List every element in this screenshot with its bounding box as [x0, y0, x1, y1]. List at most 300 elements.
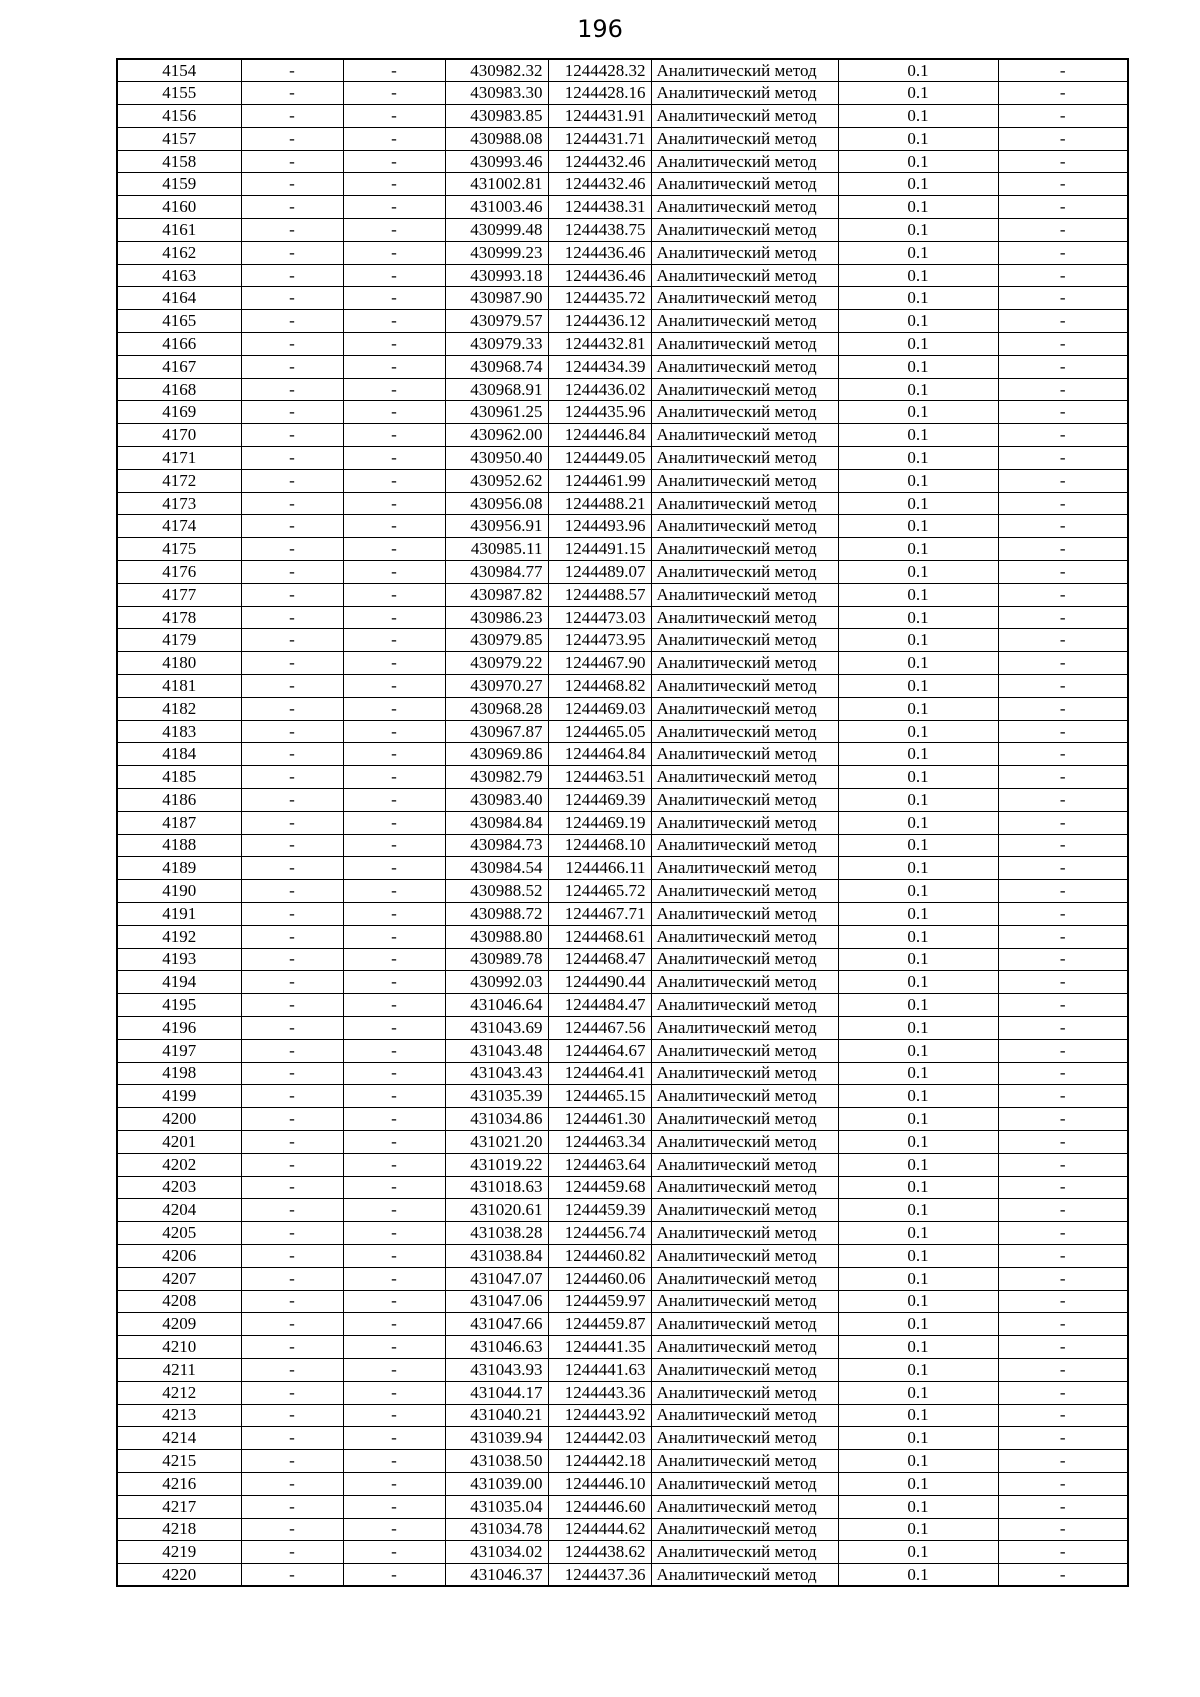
table-row: [117, 241, 1128, 264]
cell-point-number: 4213: [117, 1404, 241, 1427]
cell-prev-x: -: [241, 925, 343, 948]
cell-point-number: 4198: [117, 1062, 241, 1085]
cell-note: -: [998, 857, 1128, 880]
cell-prev-y: -: [343, 1176, 445, 1199]
cell-y-coordinate: 1244493.96: [548, 515, 651, 538]
cell-y-coordinate: 1244449.05: [548, 447, 651, 470]
table-row: [117, 310, 1128, 333]
cell-note: -: [998, 150, 1128, 173]
cell-x-coordinate: 430988.08: [445, 127, 548, 150]
cell-prev-x: -: [241, 1450, 343, 1473]
cell-point-number: 4157: [117, 127, 241, 150]
cell-method: Аналитический метод: [651, 789, 838, 812]
cell-x-coordinate: 430985.11: [445, 538, 548, 561]
cell-y-coordinate: 1244444.62: [548, 1518, 651, 1541]
cell-prev-y: -: [343, 1244, 445, 1267]
table-row: [117, 447, 1128, 470]
cell-x-coordinate: 431046.37: [445, 1564, 548, 1587]
cell-prev-y: -: [343, 173, 445, 196]
table-row: [117, 1153, 1128, 1176]
cell-method: Аналитический метод: [651, 652, 838, 675]
cell-note: -: [998, 606, 1128, 629]
cell-accuracy: 0.1: [838, 789, 998, 812]
cell-accuracy: 0.1: [838, 1358, 998, 1381]
cell-method: Аналитический метод: [651, 743, 838, 766]
table-row: [117, 834, 1128, 857]
cell-note: -: [998, 834, 1128, 857]
table-row: [117, 1404, 1128, 1427]
cell-prev-y: -: [343, 925, 445, 948]
cell-prev-y: -: [343, 264, 445, 287]
cell-note: -: [998, 59, 1128, 82]
cell-prev-y: -: [343, 606, 445, 629]
cell-x-coordinate: 430984.73: [445, 834, 548, 857]
cell-accuracy: 0.1: [838, 1153, 998, 1176]
cell-prev-x: -: [241, 105, 343, 128]
cell-prev-y: -: [343, 355, 445, 378]
cell-prev-y: -: [343, 1222, 445, 1245]
cell-y-coordinate: 1244468.47: [548, 948, 651, 971]
cell-note: -: [998, 492, 1128, 515]
cell-accuracy: 0.1: [838, 1427, 998, 1450]
cell-x-coordinate: 430988.80: [445, 925, 548, 948]
cell-y-coordinate: 1244459.97: [548, 1290, 651, 1313]
cell-point-number: 4205: [117, 1222, 241, 1245]
cell-x-coordinate: 431038.50: [445, 1450, 548, 1473]
cell-prev-x: -: [241, 1176, 343, 1199]
cell-y-coordinate: 1244459.39: [548, 1199, 651, 1222]
cell-y-coordinate: 1244465.05: [548, 720, 651, 743]
cell-prev-y: -: [343, 1130, 445, 1153]
cell-y-coordinate: 1244461.99: [548, 469, 651, 492]
cell-method: Аналитический метод: [651, 447, 838, 470]
cell-note: -: [998, 447, 1128, 470]
cell-accuracy: 0.1: [838, 948, 998, 971]
table-row: [117, 1176, 1128, 1199]
cell-x-coordinate: 430983.40: [445, 789, 548, 812]
cell-accuracy: 0.1: [838, 652, 998, 675]
cell-prev-x: -: [241, 606, 343, 629]
cell-note: -: [998, 1176, 1128, 1199]
cell-accuracy: 0.1: [838, 59, 998, 82]
page-number: 196: [577, 15, 623, 43]
cell-point-number: 4181: [117, 675, 241, 698]
table-row: [117, 1199, 1128, 1222]
cell-x-coordinate: 430968.74: [445, 355, 548, 378]
cell-prev-x: -: [241, 697, 343, 720]
cell-x-coordinate: 430979.85: [445, 629, 548, 652]
cell-y-coordinate: 1244431.71: [548, 127, 651, 150]
cell-note: -: [998, 1153, 1128, 1176]
cell-note: -: [998, 515, 1128, 538]
cell-accuracy: 0.1: [838, 333, 998, 356]
cell-note: -: [998, 310, 1128, 333]
cell-prev-x: -: [241, 1427, 343, 1450]
cell-x-coordinate: 431043.48: [445, 1039, 548, 1062]
cell-x-coordinate: 431002.81: [445, 173, 548, 196]
cell-y-coordinate: 1244468.82: [548, 675, 651, 698]
table-row: [117, 173, 1128, 196]
cell-note: -: [998, 1427, 1128, 1450]
table-row: [117, 333, 1128, 356]
cell-prev-y: -: [343, 1153, 445, 1176]
table-row: [117, 538, 1128, 561]
cell-accuracy: 0.1: [838, 1199, 998, 1222]
cell-x-coordinate: 430950.40: [445, 447, 548, 470]
table-row: [117, 994, 1128, 1017]
cell-x-coordinate: 430983.85: [445, 105, 548, 128]
cell-x-coordinate: 430962.00: [445, 424, 548, 447]
cell-method: Аналитический метод: [651, 1222, 838, 1245]
cell-prev-x: -: [241, 652, 343, 675]
cell-point-number: 4202: [117, 1153, 241, 1176]
cell-note: -: [998, 219, 1128, 242]
cell-point-number: 4220: [117, 1564, 241, 1587]
cell-x-coordinate: 430961.25: [445, 401, 548, 424]
cell-point-number: 4200: [117, 1108, 241, 1131]
cell-accuracy: 0.1: [838, 1244, 998, 1267]
cell-note: -: [998, 264, 1128, 287]
cell-y-coordinate: 1244437.36: [548, 1564, 651, 1587]
cell-accuracy: 0.1: [838, 834, 998, 857]
cell-x-coordinate: 431044.17: [445, 1381, 548, 1404]
cell-prev-x: -: [241, 287, 343, 310]
cell-note: -: [998, 1199, 1128, 1222]
cell-x-coordinate: 430979.33: [445, 333, 548, 356]
cell-prev-y: -: [343, 1381, 445, 1404]
cell-point-number: 4179: [117, 629, 241, 652]
cell-note: -: [998, 1313, 1128, 1336]
cell-x-coordinate: 430967.87: [445, 720, 548, 743]
cell-prev-y: -: [343, 811, 445, 834]
cell-point-number: 4216: [117, 1472, 241, 1495]
cell-prev-y: -: [343, 948, 445, 971]
cell-x-coordinate: 430993.18: [445, 264, 548, 287]
cell-accuracy: 0.1: [838, 1381, 998, 1404]
cell-prev-y: -: [343, 1495, 445, 1518]
cell-y-coordinate: 1244432.81: [548, 333, 651, 356]
cell-prev-x: -: [241, 1130, 343, 1153]
cell-prev-y: -: [343, 150, 445, 173]
table-row: [117, 1358, 1128, 1381]
cell-note: -: [998, 378, 1128, 401]
cell-point-number: 4182: [117, 697, 241, 720]
cell-y-coordinate: 1244435.72: [548, 287, 651, 310]
cell-method: Аналитический метод: [651, 1199, 838, 1222]
cell-point-number: 4194: [117, 971, 241, 994]
cell-y-coordinate: 1244473.95: [548, 629, 651, 652]
cell-note: -: [998, 583, 1128, 606]
cell-x-coordinate: 431035.04: [445, 1495, 548, 1518]
cell-accuracy: 0.1: [838, 606, 998, 629]
cell-prev-x: -: [241, 1062, 343, 1085]
cell-y-coordinate: 1244441.35: [548, 1336, 651, 1359]
cell-x-coordinate: 431034.02: [445, 1541, 548, 1564]
cell-accuracy: 0.1: [838, 492, 998, 515]
cell-prev-x: -: [241, 424, 343, 447]
cell-note: -: [998, 1541, 1128, 1564]
cell-prev-x: -: [241, 515, 343, 538]
cell-method: Аналитический метод: [651, 1176, 838, 1199]
cell-x-coordinate: 430989.78: [445, 948, 548, 971]
cell-point-number: 4183: [117, 720, 241, 743]
cell-prev-x: -: [241, 583, 343, 606]
cell-y-coordinate: 1244435.96: [548, 401, 651, 424]
cell-note: -: [998, 1381, 1128, 1404]
cell-accuracy: 0.1: [838, 355, 998, 378]
cell-method: Аналитический метод: [651, 173, 838, 196]
cell-prev-y: -: [343, 1404, 445, 1427]
cell-point-number: 4167: [117, 355, 241, 378]
cell-method: Аналитический метод: [651, 355, 838, 378]
cell-point-number: 4204: [117, 1199, 241, 1222]
cell-note: -: [998, 1085, 1128, 1108]
cell-point-number: 4214: [117, 1427, 241, 1450]
table-row: [117, 971, 1128, 994]
cell-method: Аналитический метод: [651, 766, 838, 789]
cell-method: Аналитический метод: [651, 127, 838, 150]
cell-prev-y: -: [343, 401, 445, 424]
cell-note: -: [998, 743, 1128, 766]
cell-prev-x: -: [241, 766, 343, 789]
table-row: [117, 264, 1128, 287]
cell-prev-y: -: [343, 1108, 445, 1131]
cell-prev-y: -: [343, 219, 445, 242]
cell-x-coordinate: 430983.30: [445, 82, 548, 105]
cell-prev-y: -: [343, 241, 445, 264]
table-row: [117, 583, 1128, 606]
table-row: [117, 1427, 1128, 1450]
cell-method: Аналитический метод: [651, 834, 838, 857]
cell-note: -: [998, 287, 1128, 310]
cell-y-coordinate: 1244464.84: [548, 743, 651, 766]
coordinates-table: [116, 58, 1129, 1587]
cell-point-number: 4207: [117, 1267, 241, 1290]
cell-y-coordinate: 1244463.34: [548, 1130, 651, 1153]
cell-accuracy: 0.1: [838, 105, 998, 128]
cell-point-number: 4163: [117, 264, 241, 287]
cell-accuracy: 0.1: [838, 219, 998, 242]
table-row: [117, 857, 1128, 880]
cell-note: -: [998, 971, 1128, 994]
cell-x-coordinate: 431035.39: [445, 1085, 548, 1108]
cell-note: -: [998, 629, 1128, 652]
cell-note: -: [998, 1336, 1128, 1359]
cell-method: Аналитический метод: [651, 1541, 838, 1564]
cell-note: -: [998, 652, 1128, 675]
table-row: [117, 1336, 1128, 1359]
cell-note: -: [998, 241, 1128, 264]
cell-point-number: 4217: [117, 1495, 241, 1518]
cell-accuracy: 0.1: [838, 1336, 998, 1359]
cell-method: Аналитический метод: [651, 880, 838, 903]
cell-method: Аналитический метод: [651, 333, 838, 356]
cell-prev-x: -: [241, 1290, 343, 1313]
cell-note: -: [998, 196, 1128, 219]
cell-y-coordinate: 1244432.46: [548, 150, 651, 173]
cell-prev-x: -: [241, 1404, 343, 1427]
cell-accuracy: 0.1: [838, 82, 998, 105]
cell-prev-y: -: [343, 1313, 445, 1336]
cell-point-number: 4187: [117, 811, 241, 834]
cell-x-coordinate: 431039.00: [445, 1472, 548, 1495]
cell-method: Аналитический метод: [651, 59, 838, 82]
table-row: [117, 1381, 1128, 1404]
cell-y-coordinate: 1244434.39: [548, 355, 651, 378]
cell-prev-y: -: [343, 82, 445, 105]
cell-y-coordinate: 1244446.60: [548, 1495, 651, 1518]
table-row: [117, 948, 1128, 971]
cell-method: Аналитический метод: [651, 82, 838, 105]
cell-note: -: [998, 811, 1128, 834]
cell-method: Аналитический метод: [651, 241, 838, 264]
cell-point-number: 4192: [117, 925, 241, 948]
cell-note: -: [998, 1518, 1128, 1541]
cell-point-number: 4185: [117, 766, 241, 789]
cell-accuracy: 0.1: [838, 1472, 998, 1495]
cell-note: -: [998, 1404, 1128, 1427]
cell-point-number: 4169: [117, 401, 241, 424]
cell-prev-y: -: [343, 424, 445, 447]
cell-method: Аналитический метод: [651, 1153, 838, 1176]
cell-y-coordinate: 1244467.71: [548, 902, 651, 925]
cell-x-coordinate: 431047.66: [445, 1313, 548, 1336]
cell-y-coordinate: 1244466.11: [548, 857, 651, 880]
cell-accuracy: 0.1: [838, 720, 998, 743]
table-row: [117, 150, 1128, 173]
cell-prev-x: -: [241, 629, 343, 652]
cell-point-number: 4175: [117, 538, 241, 561]
cell-y-coordinate: 1244467.90: [548, 652, 651, 675]
cell-prev-x: -: [241, 219, 343, 242]
cell-prev-y: -: [343, 697, 445, 720]
cell-point-number: 4188: [117, 834, 241, 857]
cell-point-number: 4154: [117, 59, 241, 82]
cell-note: -: [998, 105, 1128, 128]
table-row: [117, 1495, 1128, 1518]
cell-method: Аналитический метод: [651, 1381, 838, 1404]
cell-accuracy: 0.1: [838, 1176, 998, 1199]
cell-x-coordinate: 430988.52: [445, 880, 548, 903]
cell-prev-y: -: [343, 629, 445, 652]
cell-x-coordinate: 431043.93: [445, 1358, 548, 1381]
cell-point-number: 4206: [117, 1244, 241, 1267]
cell-method: Аналитический метод: [651, 1313, 838, 1336]
cell-accuracy: 0.1: [838, 766, 998, 789]
cell-prev-x: -: [241, 310, 343, 333]
cell-y-coordinate: 1244438.75: [548, 219, 651, 242]
cell-prev-y: -: [343, 675, 445, 698]
cell-prev-y: -: [343, 994, 445, 1017]
cell-accuracy: 0.1: [838, 1085, 998, 1108]
cell-prev-x: -: [241, 1541, 343, 1564]
cell-prev-x: -: [241, 1039, 343, 1062]
cell-note: -: [998, 173, 1128, 196]
cell-y-coordinate: 1244438.62: [548, 1541, 651, 1564]
cell-prev-x: -: [241, 1267, 343, 1290]
cell-prev-x: -: [241, 1358, 343, 1381]
table-row: [117, 105, 1128, 128]
table-row: [117, 378, 1128, 401]
cell-x-coordinate: 430988.72: [445, 902, 548, 925]
table-row: [117, 925, 1128, 948]
cell-method: Аналитический метод: [651, 287, 838, 310]
cell-accuracy: 0.1: [838, 515, 998, 538]
cell-prev-y: -: [343, 880, 445, 903]
cell-note: -: [998, 561, 1128, 584]
cell-prev-y: -: [343, 1016, 445, 1039]
cell-prev-y: -: [343, 652, 445, 675]
cell-x-coordinate: 431020.61: [445, 1199, 548, 1222]
cell-point-number: 4203: [117, 1176, 241, 1199]
cell-prev-x: -: [241, 720, 343, 743]
cell-method: Аналитический метод: [651, 150, 838, 173]
cell-x-coordinate: 430982.32: [445, 59, 548, 82]
cell-method: Аналитический метод: [651, 971, 838, 994]
cell-note: -: [998, 1016, 1128, 1039]
cell-note: -: [998, 1039, 1128, 1062]
cell-prev-x: -: [241, 743, 343, 766]
table-row: [117, 1108, 1128, 1131]
cell-accuracy: 0.1: [838, 629, 998, 652]
cell-method: Аналитический метод: [651, 538, 838, 561]
cell-prev-y: -: [343, 789, 445, 812]
cell-accuracy: 0.1: [838, 1016, 998, 1039]
cell-point-number: 4176: [117, 561, 241, 584]
cell-prev-x: -: [241, 1153, 343, 1176]
cell-method: Аналитический метод: [651, 1358, 838, 1381]
cell-point-number: 4160: [117, 196, 241, 219]
cell-y-coordinate: 1244460.82: [548, 1244, 651, 1267]
cell-method: Аналитический метод: [651, 994, 838, 1017]
cell-note: -: [998, 1130, 1128, 1153]
cell-prev-x: -: [241, 1016, 343, 1039]
cell-x-coordinate: 431046.64: [445, 994, 548, 1017]
cell-point-number: 4178: [117, 606, 241, 629]
cell-x-coordinate: 430987.82: [445, 583, 548, 606]
cell-note: -: [998, 1450, 1128, 1473]
cell-accuracy: 0.1: [838, 902, 998, 925]
cell-accuracy: 0.1: [838, 971, 998, 994]
cell-note: -: [998, 424, 1128, 447]
cell-accuracy: 0.1: [838, 1130, 998, 1153]
cell-y-coordinate: 1244469.19: [548, 811, 651, 834]
cell-prev-x: -: [241, 948, 343, 971]
cell-accuracy: 0.1: [838, 150, 998, 173]
cell-prev-x: -: [241, 561, 343, 584]
cell-accuracy: 0.1: [838, 675, 998, 698]
cell-prev-x: -: [241, 834, 343, 857]
cell-prev-y: -: [343, 902, 445, 925]
cell-prev-y: -: [343, 469, 445, 492]
cell-prev-x: -: [241, 971, 343, 994]
cell-prev-x: -: [241, 994, 343, 1017]
cell-accuracy: 0.1: [838, 880, 998, 903]
cell-y-coordinate: 1244446.84: [548, 424, 651, 447]
table-row: [117, 1450, 1128, 1473]
cell-y-coordinate: 1244469.03: [548, 697, 651, 720]
cell-method: Аналитический метод: [651, 1427, 838, 1450]
cell-method: Аналитический метод: [651, 264, 838, 287]
cell-y-coordinate: 1244460.06: [548, 1267, 651, 1290]
table-row: [117, 675, 1128, 698]
cell-x-coordinate: 431034.86: [445, 1108, 548, 1131]
cell-prev-x: -: [241, 789, 343, 812]
cell-accuracy: 0.1: [838, 1564, 998, 1587]
cell-x-coordinate: 430992.03: [445, 971, 548, 994]
cell-method: Аналитический метод: [651, 196, 838, 219]
cell-x-coordinate: 430987.90: [445, 287, 548, 310]
